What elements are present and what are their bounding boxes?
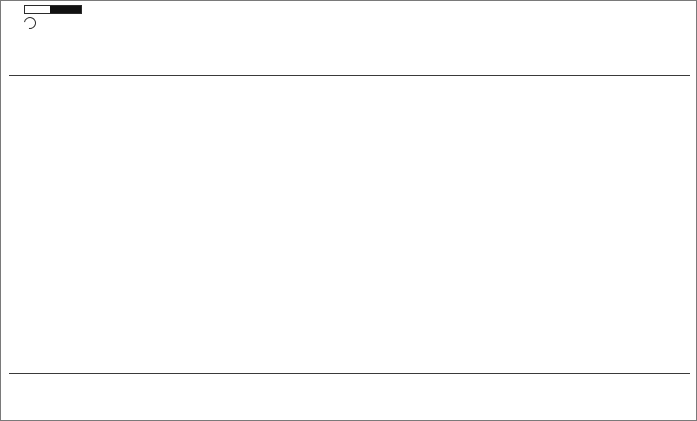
- report-table-body: [1, 77, 697, 371]
- footer-divider: [9, 373, 690, 374]
- micros-fidelio-opera-logo: [24, 5, 86, 29]
- micros-wordmark: [25, 6, 50, 13]
- header-divider: [9, 75, 690, 76]
- micros-fidelio-logo: [24, 5, 82, 14]
- opera-swirl-icon: [22, 14, 39, 31]
- column-header: [1, 47, 697, 75]
- opera-logo: [24, 16, 86, 29]
- filter-line-3: [47, 379, 68, 387]
- filter-criteria: [47, 379, 68, 396]
- fidelio-wordmark: [50, 6, 81, 13]
- filter-line-4: [47, 387, 68, 395]
